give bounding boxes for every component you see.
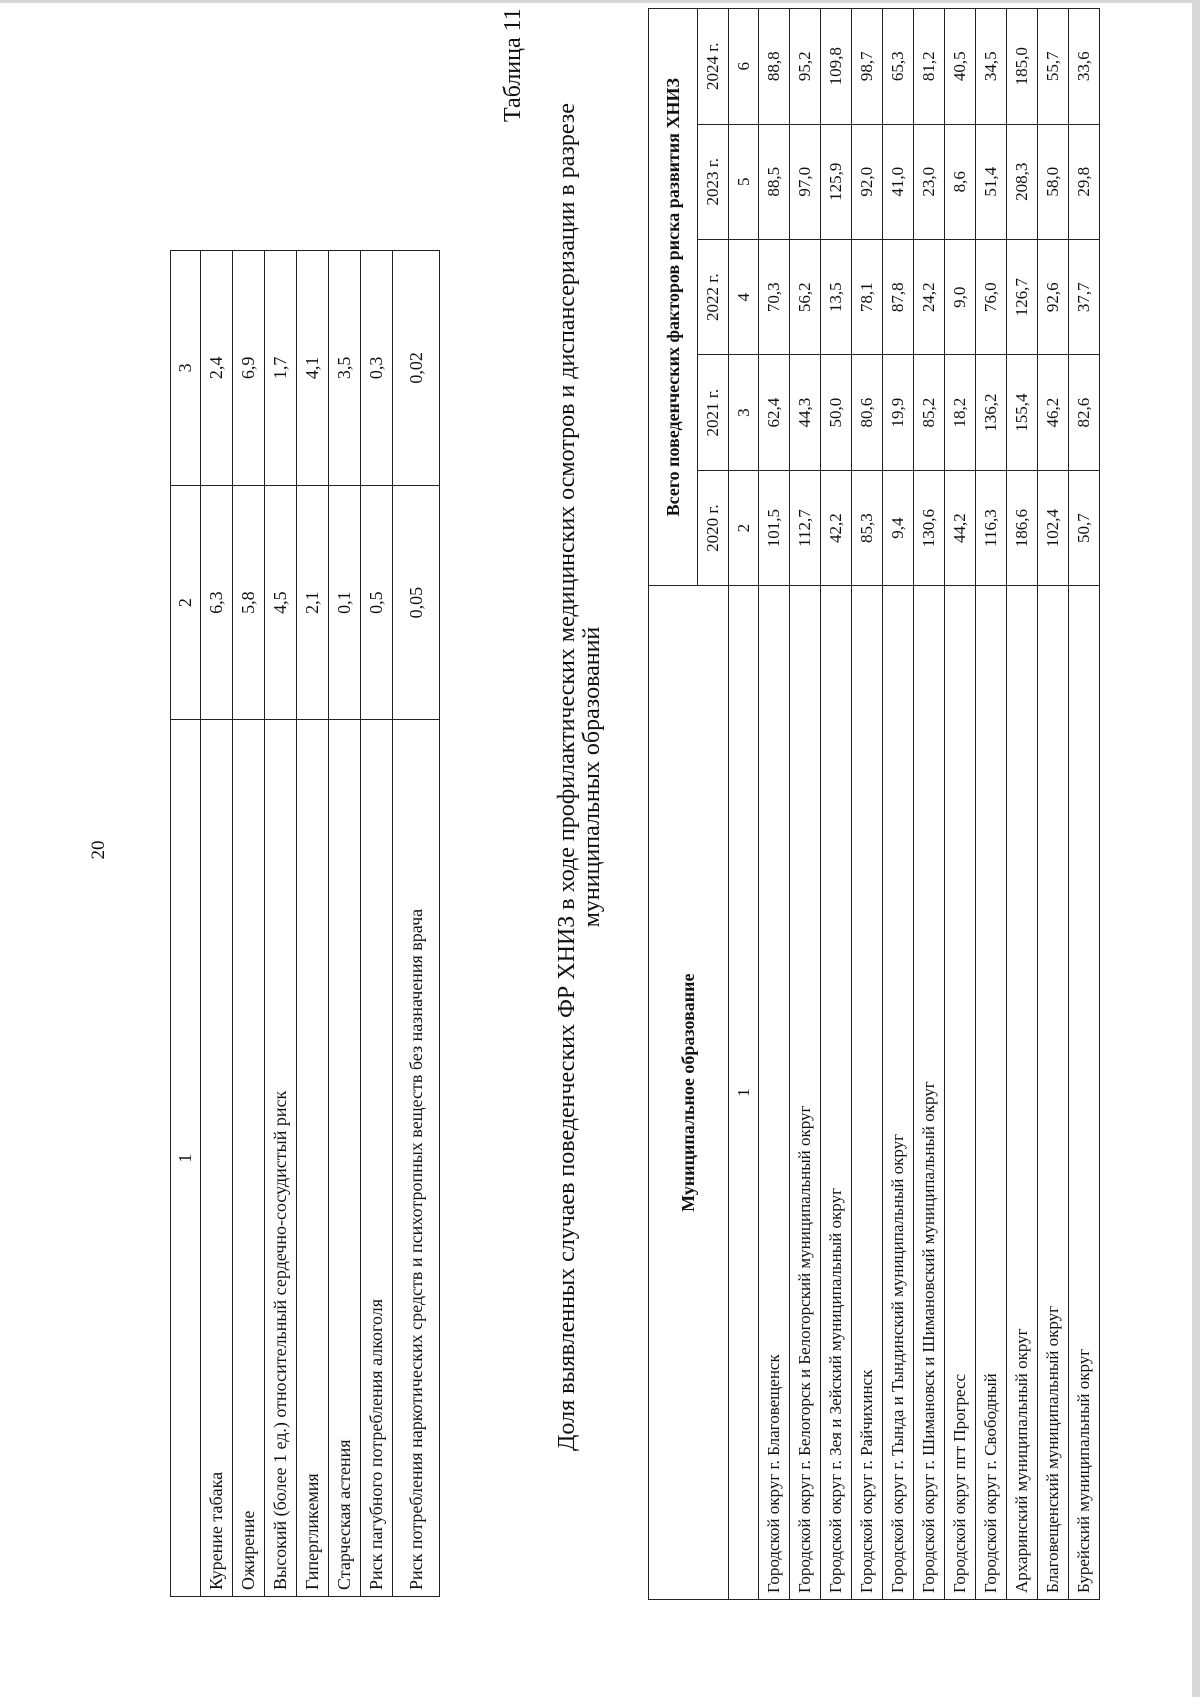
- value-cell: 19,9: [883, 355, 914, 470]
- value-cell: 92,6: [1038, 239, 1069, 354]
- value-cell: 9,0: [945, 239, 976, 354]
- table-row: [265, 251, 297, 1597]
- value-cell: 208,3: [1007, 124, 1038, 239]
- risk-factors-table: [170, 250, 440, 1597]
- table-row: [759, 9, 790, 1600]
- table-row: [976, 9, 1007, 1600]
- value-cell: 6,9: [233, 251, 265, 486]
- table-row: [914, 9, 945, 1600]
- value-cell: 126,7: [1007, 239, 1038, 354]
- value-cell: 50,0: [821, 355, 852, 470]
- value-cell: 88,8: [759, 9, 790, 125]
- value-cell: 8,6: [945, 124, 976, 239]
- municipality-name: Архаринский муниципальный округ: [1007, 586, 1038, 1600]
- value-cell: 95,2: [790, 9, 821, 125]
- value-cell: 37,7: [1069, 239, 1100, 354]
- row-label: Курение табака: [201, 720, 233, 1597]
- year-header: 2024 г.: [698, 9, 729, 125]
- row-label: Высокий (более 1 ед.) относительный сердечно-сосудистый риск: [265, 720, 297, 1597]
- table-row: [945, 9, 976, 1600]
- value-cell: 55,7: [1038, 9, 1069, 125]
- value-cell: 116,3: [976, 470, 1007, 585]
- value-cell: 81,2: [914, 9, 945, 125]
- value-cell: 186,6: [1007, 470, 1038, 585]
- row-label: Риск пагубного потребления алкоголя: [361, 720, 393, 1597]
- value-cell: 70,3: [759, 239, 790, 354]
- value-cell: 33,6: [1069, 9, 1100, 125]
- value-cell: 50,7: [1069, 470, 1100, 585]
- row-label: Ожирение: [233, 720, 265, 1597]
- value-cell: 13,5: [821, 239, 852, 354]
- year-header: 2021 г.: [698, 355, 729, 470]
- table-row: [1038, 9, 1069, 1600]
- municipality-name: Городской округ г. Свободный: [976, 586, 1007, 1600]
- value-cell: 58,0: [1038, 124, 1069, 239]
- value-cell: 41,0: [883, 124, 914, 239]
- value-cell: 97,0: [790, 124, 821, 239]
- value-cell: 185,0: [1007, 9, 1038, 125]
- value-cell: 109,8: [821, 9, 852, 125]
- value-cell: 0,5: [361, 485, 393, 720]
- value-cell: 85,3: [852, 470, 883, 585]
- value-cell: 0,3: [361, 251, 393, 486]
- value-cell: 78,1: [852, 239, 883, 354]
- value-cell: 40,5: [945, 9, 976, 125]
- value-cell: 0,02: [393, 251, 440, 486]
- value-cell: 24,2: [914, 239, 945, 354]
- table-row: [883, 9, 914, 1600]
- index-cell: 6: [729, 9, 759, 125]
- value-cell: 4,1: [297, 251, 329, 486]
- value-cell: 42,2: [821, 470, 852, 585]
- value-cell: 6,3: [201, 485, 233, 720]
- municipality-name: Городской округ г. Благовещенск: [759, 586, 790, 1600]
- row-label: Старческая астения: [329, 720, 361, 1597]
- value-cell: 1,7: [265, 251, 297, 486]
- table-row: [361, 251, 393, 1597]
- value-cell: 87,8: [883, 239, 914, 354]
- value-cell: 56,2: [790, 239, 821, 354]
- header-cell: 3: [171, 251, 201, 486]
- value-cell: 2,4: [201, 251, 233, 486]
- year-header: 2020 г.: [698, 470, 729, 585]
- municipality-name: Городской округ г. Тында и Тындинский муниципальный округ: [883, 586, 914, 1600]
- table-row: [852, 9, 883, 1600]
- municipality-name: Городской округ г. Белогорск и Белогорский муниципальный округ: [790, 586, 821, 1600]
- value-cell: 125,9: [821, 124, 852, 239]
- value-cell: 46,2: [1038, 355, 1069, 470]
- municipality-name: Городской округ г. Зея и Зейский муниципальный округ: [821, 586, 852, 1600]
- table-caption: Доля выявленных случаев поведенческих ФР ХНИЗ в ходе профилактических медицинских осмотров и диспансеризации в разрезе муниципальных образований: [554, 103, 605, 1451]
- table-row: [1007, 9, 1038, 1600]
- value-cell: 102,4: [1038, 470, 1069, 585]
- municipality-name: Городской округ пгт Прогресс: [945, 586, 976, 1600]
- table-row: [821, 9, 852, 1600]
- value-cell: 23,0: [914, 124, 945, 239]
- group-header: Всего поведенческих факторов риска развития ХНИЗ: [649, 9, 698, 586]
- value-cell: 98,7: [852, 9, 883, 125]
- index-cell: 4: [729, 239, 759, 354]
- value-cell: 65,3: [883, 9, 914, 125]
- municipality-header: Муниципальное образование: [649, 586, 729, 1600]
- value-cell: 5,8: [233, 485, 265, 720]
- value-cell: 155,4: [1007, 355, 1038, 470]
- value-cell: 112,7: [790, 470, 821, 585]
- municipality-name: Благовещенский муниципальный округ: [1038, 586, 1069, 1600]
- value-cell: 82,6: [1069, 355, 1100, 470]
- value-cell: 92,0: [852, 124, 883, 239]
- year-header: 2023 г.: [698, 124, 729, 239]
- value-cell: 88,5: [759, 124, 790, 239]
- municipal-table-body: [759, 9, 1100, 1600]
- table-row: [201, 251, 233, 1597]
- table-row: [1069, 9, 1100, 1600]
- value-cell: 3,5: [329, 251, 361, 486]
- value-cell: 130,6: [914, 470, 945, 585]
- index-cell: 3: [729, 355, 759, 470]
- value-cell: 136,2: [976, 355, 1007, 470]
- row-label: Риск потребления наркотических средств и психотропных веществ без назначения врача: [393, 720, 440, 1597]
- index-cell: 5: [729, 124, 759, 239]
- value-cell: 0,05: [393, 485, 440, 720]
- value-cell: 51,4: [976, 124, 1007, 239]
- group-header-row: [649, 9, 698, 1600]
- header-cell: 1: [171, 720, 201, 1597]
- value-cell: 80,6: [852, 355, 883, 470]
- year-header: 2022 г.: [698, 239, 729, 354]
- value-cell: 44,3: [790, 355, 821, 470]
- value-cell: 2,1: [297, 485, 329, 720]
- value-cell: 85,2: [914, 355, 945, 470]
- value-cell: 29,8: [1069, 124, 1100, 239]
- municipal-table: [648, 8, 1100, 1600]
- index-cell: 2: [729, 470, 759, 585]
- value-cell: 34,5: [976, 9, 1007, 125]
- value-cell: 18,2: [945, 355, 976, 470]
- table-row: [790, 9, 821, 1600]
- table-row: [297, 251, 329, 1597]
- value-cell: 62,4: [759, 355, 790, 470]
- table-row: [233, 251, 265, 1597]
- municipality-name: Бурейский муниципальный округ: [1069, 586, 1100, 1600]
- index-row: [729, 9, 759, 1600]
- value-cell: 44,2: [945, 470, 976, 585]
- table-label: Таблица 11: [500, 8, 526, 122]
- value-cell: 101,5: [759, 470, 790, 585]
- municipality-name: Городской округ г. Шимановск и Шимановский муниципальный округ: [914, 586, 945, 1600]
- index-cell: 1: [729, 586, 759, 1600]
- table-header-row: [171, 251, 201, 1597]
- value-cell: 76,0: [976, 239, 1007, 354]
- municipality-name: Городской округ г. Райчихинск: [852, 586, 883, 1600]
- value-cell: 9,4: [883, 470, 914, 585]
- table-row: [393, 251, 440, 1597]
- table-row: [329, 251, 361, 1597]
- header-cell: 2: [171, 485, 201, 720]
- value-cell: 0,1: [329, 485, 361, 720]
- page-number: 20: [88, 840, 109, 860]
- value-cell: 4,5: [265, 485, 297, 720]
- row-label: Гипергликемия: [297, 720, 329, 1597]
